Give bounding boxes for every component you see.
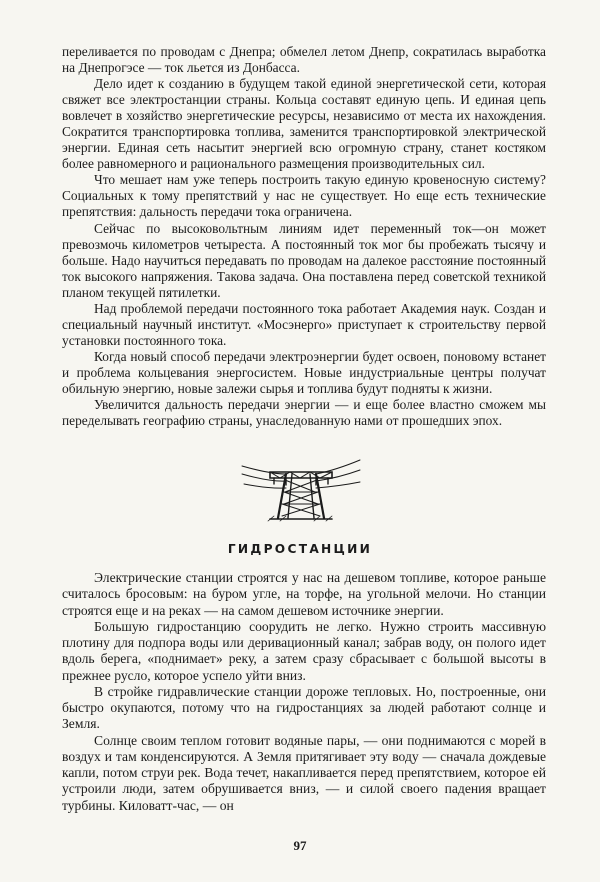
paragraph: Солнце своим теплом готовит водяные пары, — они поднимаются с морей в воздух и там конденсируются. А Земля притягивает эту воду — сначала дождевые капли, потом струи рек. Вода течет, накапливается перед препятствием, которое ей устроили люди, затем обрушивается вниз, — и силой своего падения вращает турбины. Киловатт-час, — он [62, 732, 546, 813]
paragraph: Большую гидростанцию соорудить не легко. Нужно строить массивную плотину для подпора воды или деривационный канал; забрав воду, он полого идет вдоль берега, «поднимает» реку, а затем сразу сбрасывает с большой высоты в прежнее русло, которое успело уйти вниз. [62, 618, 546, 683]
paragraph: Электрические станции строятся у нас на дешевом топливе, которое раньше считалось бросовым: на буром угле, на торфе, на угольной мелочи. Но станции строятся еще и на реках — на самом дешевом источнике энергии. [62, 570, 546, 618]
paragraph: В стройке гидравлические станции дороже тепловых. Но, построенные, они быстро окупаются, потому что на гидростанциях за людей работают солнце и Земля. [62, 683, 546, 732]
section-heading: ГИДРОСТАНЦИИ [227, 542, 373, 556]
paragraph: Что мешает нам уже теперь построить такую единую кровеносную систему? Социальных к тому препятствий у нас не существует. Но еще есть технические препятствия: дальность передачи тока ограничена. [62, 172, 546, 220]
paragraph: Когда новый способ передачи электроэнергии будет освоен, поновому встанет и проблема кольцевания энергосистем. Новые индустриальные центры получат обильную энергию, новые залежи сырья и топлива будут подняты к жизни. [62, 348, 546, 396]
paragraph: Сейчас по высоковольтным линиям идет переменный ток—он может превозмочь километров четыреста. А постоянный ток мог бы пробежать тысячу и больше. Надо научиться передавать по проводам на далекое расстояние постоянный ток высокого напряжения. Такова задача. Она поставлена перед советской техникой планом текущей пятилетки. [62, 220, 546, 300]
text-block-hydro [62, 570, 546, 814]
page-number: 97 [293, 838, 307, 853]
paragraph: Дело идет к созданию в будущем такой единой энергетической сети, которая свяжет все электростанции страны. Кольца составят единую цепь. И единая цепь вовлечет в хозяйство энергетические ресурсы, независимо от места их нахождения. Сократится транспортировка топлива, заменится транспортировкой электрической энергии. Единая сеть насытит энергией всю огромную страну, станет костяком более равномерного и рационального размещения производительных сил. [62, 76, 546, 172]
paragraph: Увеличится дальность передачи энергии — и еще более властно сможем мы переделывать географию страны, унаследованную нами от прошедших эпох. [62, 397, 546, 429]
text-block-power-grid [62, 44, 546, 429]
transmission-tower-illustration [240, 452, 362, 522]
paragraph: Над проблемой передачи постоянного тока работает Академия наук. Создан и специальный научный институт. «Мосэнерго» приступает к строительству первой установки постоянного тока. [62, 300, 546, 348]
paragraph: переливается по проводам с Днепра; обмелел летом Днепр, сократилась выработка на Днепрогэсе — ток льется из Донбасса. [62, 44, 546, 76]
